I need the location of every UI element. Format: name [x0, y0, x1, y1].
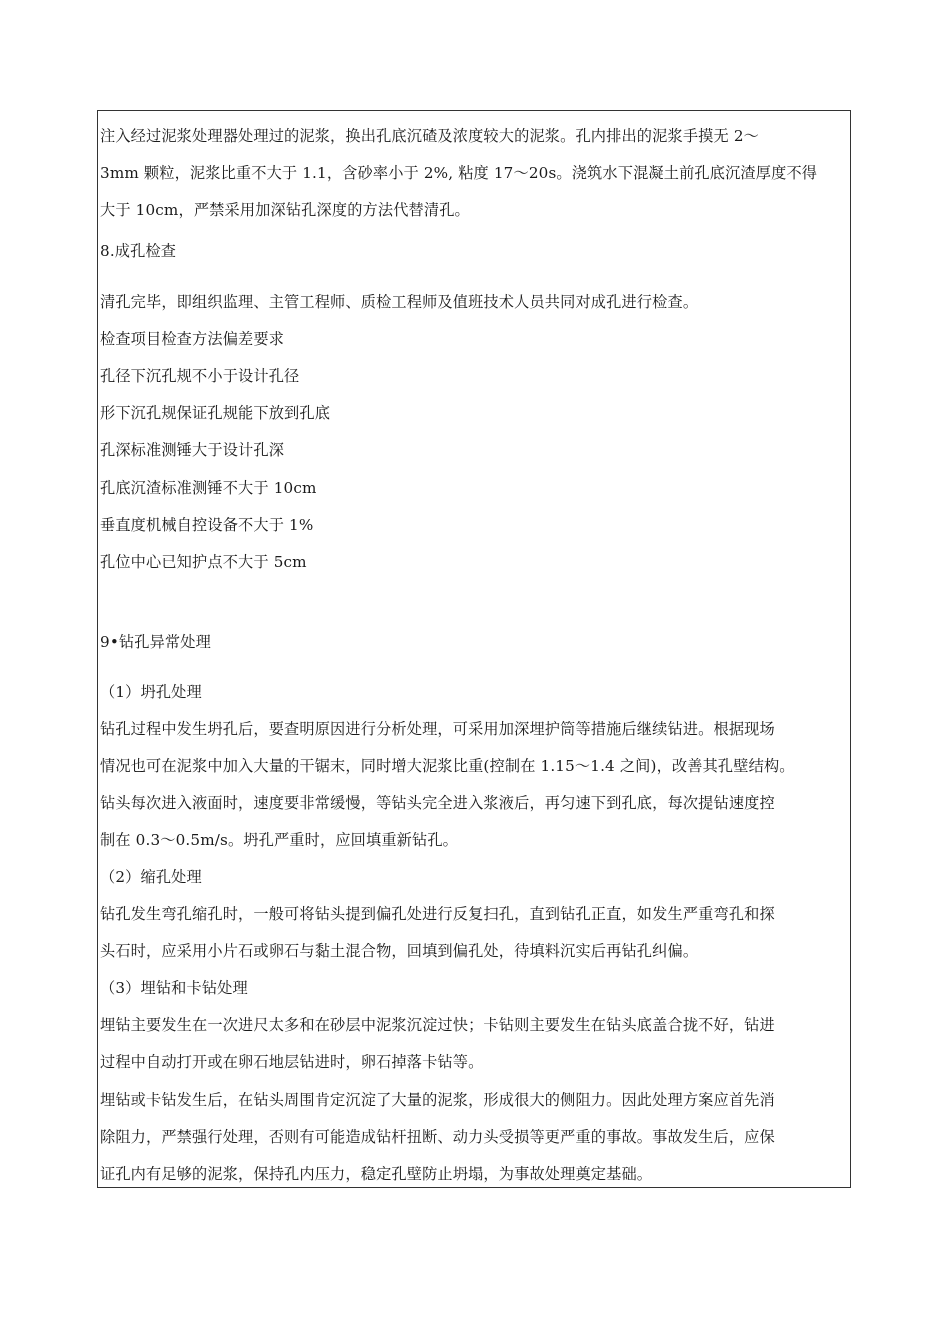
- paragraph-line: 证孔内有足够的泥浆，保持孔内压力，稳定孔壁防止坍塌，为事故处理奠定基础。: [100, 1165, 653, 1183]
- inspection-row: 孔底沉渣标准测锤不大于 10cm: [100, 479, 317, 497]
- subsection-heading: （3）埋钻和卡钻处理: [100, 979, 248, 997]
- subsection-heading: （2）缩孔处理: [100, 868, 202, 886]
- paragraph-line: 注入经过泥浆处理器处理过的泥浆，换出孔底沉碴及浓度较大的泥浆。孔内排出的泥浆手摸无 2〜: [100, 127, 759, 145]
- section-9-heading: 9•钻孔异常处理: [100, 633, 211, 651]
- paragraph-line: 情况也可在泥浆中加入大量的干锯末，同时增大泥浆比重(控制在 1.15〜1.4 之间)，改善其孔壁结构。: [100, 757, 795, 775]
- paragraph-line: 制在 0.3〜0.5m/s。坍孔严重时，应回填重新钻孔。: [100, 831, 459, 849]
- inspection-row: 形下沉孔规保证孔规能下放到孔底: [100, 404, 331, 422]
- paragraph-line: 埋钻或卡钻发生后，在钻头周围肯定沉淀了大量的泥浆，形成很大的侧阻力。因此处理方案应首先消: [100, 1091, 775, 1109]
- paragraph-line: 过程中自动打开或在卵石地层钻进时，卵石掉落卡钻等。: [100, 1053, 484, 1071]
- section-8-intro: 清孔完毕，即组织监理、主管工程师、质检工程师及值班技术人员共同对成孔进行检查。: [100, 293, 699, 311]
- paragraph-line: 埋钻主要发生在一次进尺太多和在砂层中泥浆沉淀过快；卡钻则主要发生在钻头底盖合拢不好，钻进: [100, 1016, 775, 1034]
- inspection-row: 垂直度机械自控设备不大于 1%: [100, 516, 314, 534]
- paragraph-line: 头石时，应采用小片石或卵石与黏土混合物，回填到偏孔处，待填料沉实后再钻孔纠偏。: [100, 942, 699, 960]
- inspection-row: 孔深标准测锤大于设计孔深: [100, 441, 285, 459]
- paragraph-line: 钻孔过程中发生坍孔后，要查明原因进行分析处理，可采用加深埋护筒等措施后继续钻进。根据现场: [100, 720, 775, 738]
- inspection-row: 孔径下沉孔规不小于设计孔径: [100, 367, 300, 385]
- paragraph-line: 大于 10cm，严禁采用加深钻孔深度的方法代替清孔。: [100, 201, 470, 219]
- paragraph-line: 钻头每次进入液面时，速度要非常缓慢，等钻头完全进入浆液后，再匀速下到孔底，每次提钻速度控: [100, 794, 775, 812]
- inspection-table-header: 检查项目检查方法偏差要求: [100, 330, 285, 348]
- inspection-row: 孔位中心已知护点不大于 5cm: [100, 553, 307, 571]
- subsection-heading: （1）坍孔处理: [100, 683, 202, 701]
- paragraph-line: 除阻力，严禁强行处理，否则有可能造成钻杆扭断、动力头受损等更严重的事故。事故发生后，应保: [100, 1128, 775, 1146]
- paragraph-line: 3mm 颗粒，泥浆比重不大于 1.1，含砂率小于 2%, 粘度 17〜20s。浇筑水下混凝土前孔底沉渣厚度不得: [100, 164, 818, 182]
- section-8-heading: 8.成孔检查: [100, 242, 177, 260]
- paragraph-line: 钻孔发生弯孔缩孔时，一般可将钻头提到偏孔处进行反复扫孔，直到钻孔正直，如发生严重弯孔和探: [100, 905, 775, 923]
